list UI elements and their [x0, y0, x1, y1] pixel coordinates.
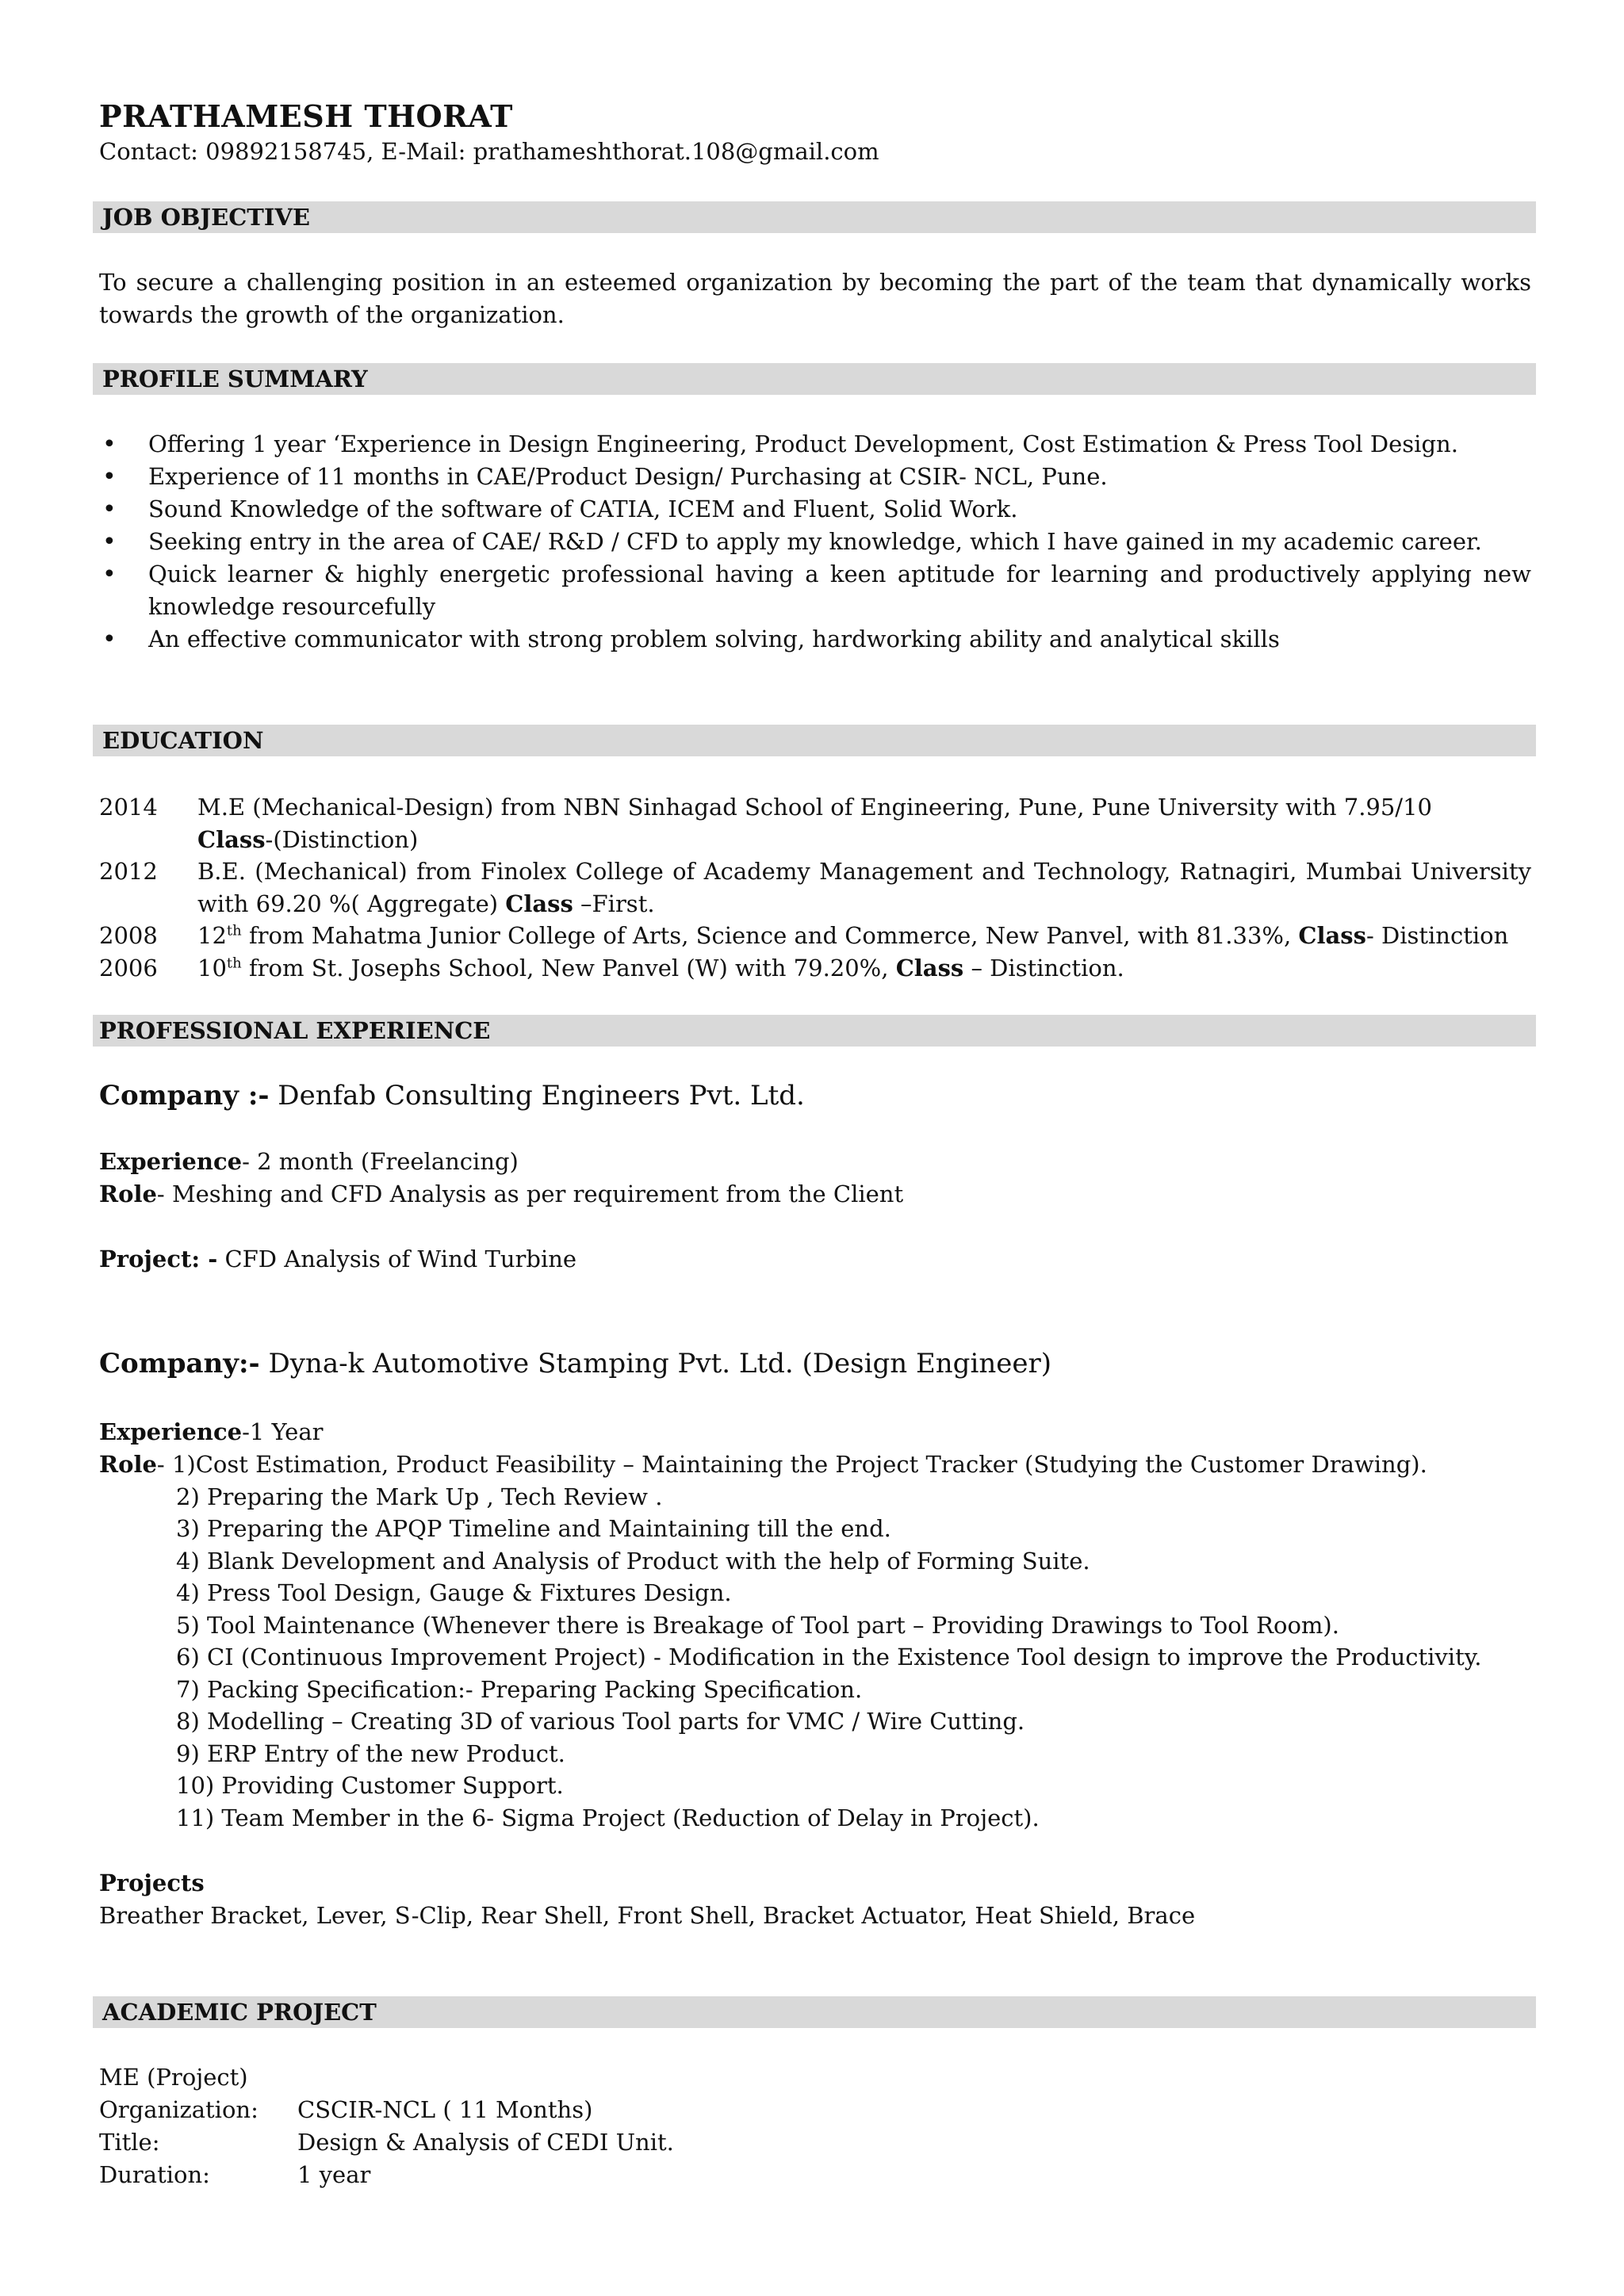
company-label: Company :-	[99, 1080, 270, 1112]
section-heading-job-objective: JOB OBJECTIVE	[93, 201, 1536, 233]
education-year: 2012	[99, 858, 158, 885]
projects-list: Breather Bracket, Lever, S-Clip, Rear Shell, Front Shell, Bracket Actuator, Heat Shield, Brace	[99, 1902, 1196, 1929]
projects-label	[99, 1867, 205, 1900]
list-item: • Quick learner & highly energetic professional having a keen aptitude for learning and productively applying new knowledge resourcefully	[99, 558, 1531, 623]
education-detail	[197, 952, 1531, 985]
education-text: from Mahatma Junior College of Arts, Science and Commerce, New Panvel, with 81.33%,	[241, 922, 1299, 949]
class-label: Class	[505, 890, 573, 917]
list-item: • An effective communicator with strong problem solving, hardworking ability and analytical skills	[99, 623, 1531, 656]
role-item: 4) Blank Development and Analysis of Product with the help of Forming Suite.	[176, 1547, 1090, 1575]
section-heading-academic-project: ACADEMIC PROJECT	[93, 1996, 1536, 2028]
role-item: 6) CI (Continuous Improvement Project) - Modification in the Existence Tool design to improve the Productivity.	[176, 1644, 1482, 1670]
class-value: – Distinction.	[963, 955, 1124, 982]
organization-value: CSCIR-NCL ( 11 Months)	[297, 2096, 593, 2123]
role-item: 3) Preparing the APQP Timeline and Maintaining till the end.	[176, 1515, 891, 1542]
education-detail	[197, 855, 1531, 920]
section-heading-profile-summary: PROFILE SUMMARY	[93, 363, 1536, 395]
company-1-role	[99, 1178, 903, 1211]
company-2-experience	[99, 1416, 323, 1448]
company-1-project	[99, 1243, 576, 1276]
class-value: - Distinction	[1365, 922, 1509, 949]
class-value: -(Distinction)	[265, 826, 419, 853]
list-item: • Sound Knowledge of the software of CATIA, ICEM and Fluent, Solid Work.	[99, 493, 1531, 526]
academic-project-title: ME (Project)	[99, 2064, 248, 2091]
duration-value: 1 year	[297, 2161, 371, 2188]
role-item: 10) Providing Customer Support.	[176, 1772, 564, 1799]
contact-line: Contact: 09892158745, E-Mail: prathameshthorat.108@gmail.com	[99, 138, 879, 165]
education-year: 2008	[99, 922, 158, 949]
title-value: Design & Analysis of CEDI Unit.	[297, 2129, 674, 2156]
list-item: • Seeking entry in the area of CAE/ R&D / CFD to apply my knowledge, which I have gained in my academic career.	[99, 526, 1531, 558]
section-heading-education: EDUCATION	[93, 725, 1536, 756]
experience-value: - 2 month (Freelancing)	[242, 1148, 519, 1175]
section-heading-professional-experience: PROFESSIONAL EXPERIENCE	[93, 1015, 1536, 1047]
class-value: –First.	[573, 890, 655, 917]
class-label: Class	[197, 826, 266, 853]
education-text: M.E (Mechanical-Design) from NBN Sinhagad School of Engineering, Pune, Pune University with 7.95/10	[197, 794, 1432, 821]
education-detail	[197, 791, 1531, 856]
profile-summary-list	[99, 428, 1531, 656]
education-year: 2014	[99, 794, 158, 821]
role-item: 2) Preparing the Mark Up , Tech Review .	[176, 1483, 663, 1510]
education-detail	[197, 920, 1531, 952]
role-value: - Meshing and CFD Analysis as per requirement from the Client	[156, 1181, 904, 1207]
organization-label: Organization:	[99, 2096, 259, 2123]
role-text: - 1)Cost Estimation, Product Feasibility – Maintaining the Project Tracker (Studying the Customer Drawing).	[156, 1451, 1427, 1478]
experience-label: Experience	[99, 1418, 243, 1445]
grade-suffix: th	[226, 955, 242, 972]
role-item: 5) Tool Maintenance (Whenever there is Breakage of Tool part – Providing Drawings to Tool Room).	[176, 1611, 1339, 1639]
role-item	[99, 1448, 1482, 1481]
role-item: 9) ERP Entry of the new Product.	[176, 1739, 565, 1767]
company-2-line	[99, 1348, 1051, 1380]
role-label: Role	[99, 1181, 157, 1207]
company-name: Dyna-k Automotive Stamping Pvt. Ltd. (Design Engineer)	[259, 1348, 1051, 1380]
education-text: from St. Josephs School, New Panvel (W) with 79.20%,	[241, 955, 896, 982]
company-2-roles	[99, 1448, 1482, 1834]
grade-number: 10	[197, 955, 227, 982]
role-item: 11) Team Member in the 6- Sigma Project (Reduction of Delay in Project).	[176, 1804, 1040, 1831]
candidate-name: PRATHAMESH THORAT	[99, 98, 513, 134]
education-text: B.E. (Mechanical) from Finolex College of Academy Management and Technology, Ratnagiri, Mumbai University with 69.20 %( Aggregate)	[197, 858, 1531, 917]
grade-suffix: th	[226, 922, 242, 939]
role-item: 8) Modelling – Creating 3D of various Tool parts for VMC / Wire Cutting.	[176, 1708, 1025, 1735]
job-objective-text: To secure a challenging position in an esteemed organization by becoming the part of the team that dynamically works towards the growth of the organization.	[99, 269, 1531, 328]
projects-heading: Projects	[99, 1869, 205, 1896]
role-item: 4) Press Tool Design, Gauge & Fixtures Design.	[176, 1579, 732, 1606]
education-year: 2006	[99, 955, 158, 982]
experience-value: -1 Year	[242, 1418, 324, 1445]
class-label: Class	[1298, 922, 1366, 949]
company-1-experience	[99, 1146, 519, 1178]
company-1-line	[99, 1080, 805, 1112]
role-label: Role	[99, 1451, 157, 1478]
list-item: • Offering 1 year ‘Experience in Design Engineering, Product Development, Cost Estimation & Press Tool Design.	[99, 428, 1531, 461]
role-item: 7) Packing Specification:- Preparing Packing Specification.	[176, 1675, 863, 1703]
project-value: CFD Analysis of Wind Turbine	[217, 1246, 577, 1272]
title-label: Title:	[99, 2129, 160, 2156]
list-item: • Experience of 11 months in CAE/Product Design/ Purchasing at CSIR- NCL, Pune.	[99, 461, 1531, 493]
company-name: Denfab Consulting Engineers Pvt. Ltd.	[269, 1080, 805, 1112]
class-label: Class	[895, 955, 964, 982]
company-label: Company:-	[99, 1348, 260, 1380]
project-label: Project: -	[99, 1246, 218, 1272]
grade-number: 12	[197, 922, 227, 949]
duration-label: Duration:	[99, 2161, 210, 2188]
experience-label: Experience	[99, 1148, 243, 1175]
